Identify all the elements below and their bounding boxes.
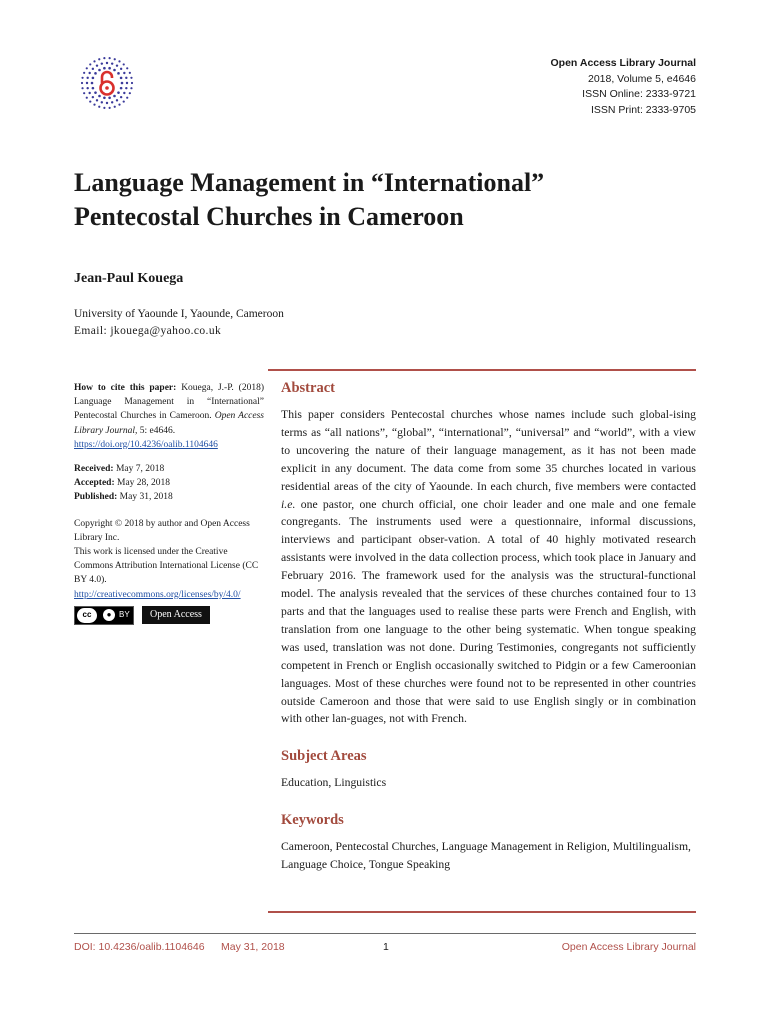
- subject-areas-heading: Subject Areas: [281, 748, 367, 765]
- dates: [74, 462, 264, 505]
- author-name: Jean-Paul Kouega: [74, 271, 184, 286]
- page-number: 1: [383, 941, 389, 953]
- footer-divider: [74, 933, 696, 934]
- abstract-heading: Abstract: [281, 380, 335, 396]
- open-access-lock-icon: [78, 56, 136, 110]
- cite-journal: Open Access Library Journal,: [74, 411, 265, 436]
- title-line-1: Language Management in “International”: [74, 168, 545, 197]
- abstract-text: This paper considers Pentecostal churches whose names include such global-ising terms as “all nations”, “global”, “international”, “universal” and “world”, with a view to uncovering the nature of their language management, as it has not been made explicit in any document. The data come from some 35 churches located in various residential areas of the city of Yaounde. In each church, five members were contacted i.e. one pastor, one church official, one choir leader and one male and one female congregants. The instruments used were a questionnaire, informal discussions, interviews and participant obser-vation. A total of 40 highly motivated research assistants were involved in the data collection process, which took place in January and February 2016. The framework used for the analysis was the structural-functional model. The analysis revealed that the services of these churches contained four to 13 parts and that the languages used to realise these parts were French and English, with translation from one language to the other being systematic. When tongue speaking was used, translation was not done. During Testimonies, congregants not sufficiently competent in French or English occasionally switched to Pidgin or a few Cameroonian languages. Most of these churches were found not to be represented in other countries outside Cameroon and those that were said to use English singly or in combination with other lan-guages, not with French.: [281, 408, 696, 726]
- cite-tail: 5: e4646.: [139, 425, 176, 436]
- subject-areas-text: Education, Linguistics: [281, 776, 387, 790]
- accepted-date: May 28, 2018: [117, 478, 171, 489]
- bottom-divider: [268, 911, 696, 913]
- accepted-label: Accepted:: [74, 478, 115, 489]
- affiliation-block: [74, 306, 284, 340]
- affiliation: University of Yaounde I, Yaounde, Cameroon: [74, 308, 284, 320]
- issn-online: ISSN Online: 2333-9721: [582, 88, 696, 100]
- keywords-heading: Keywords: [281, 812, 344, 829]
- cite-label: How to cite this paper:: [74, 383, 177, 393]
- title-line-2: Pentecostal Churches in Cameroon: [74, 202, 464, 231]
- by-person-icon: ●: [103, 609, 115, 621]
- received-date: May 7, 2018: [115, 464, 165, 475]
- open-access-badge: Open Access: [142, 606, 210, 624]
- license-link[interactable]: http://creativecommons.org/licenses/by/4.0/: [74, 589, 241, 600]
- volume-line: 2018, Volume 5, e4646: [587, 72, 696, 85]
- top-divider: [268, 369, 696, 371]
- by-label: BY: [119, 610, 130, 620]
- issn-print: ISSN Print: 2333-9705: [590, 103, 696, 116]
- subject-areas-section: [281, 748, 696, 792]
- copyright: Copyright © 2018 by author and Open Access Library Inc.: [74, 518, 250, 543]
- cc-icon: cc: [77, 608, 97, 623]
- citation: [74, 381, 264, 452]
- keywords-text: Cameroon, Pentecostal Churches, Language Management in Religion, Multilingualism, Language Choice, Tongue Speaking: [281, 840, 691, 872]
- journal-name: Open Access Library Journal: [550, 57, 696, 69]
- cc-by-badge[interactable]: [74, 606, 134, 625]
- paper-metadata-sidebar: [74, 381, 264, 625]
- received-label: Received:: [74, 464, 114, 475]
- license-badges: [74, 606, 264, 625]
- license-text: This work is licensed under the Creative Commons Attribution International License (CC BY 4.0).: [74, 547, 259, 586]
- published-date: May 31, 2018: [119, 492, 173, 503]
- cite-text: Kouega, J.-P. (2018) Language Management in “International” Pentecostal Churches in Cameroon.: [74, 383, 265, 422]
- journal-info: [551, 56, 697, 118]
- doi-link[interactable]: https://doi.org/10.4236/oalib.1104646: [74, 439, 218, 450]
- published-label: Published:: [74, 492, 118, 503]
- paper-title: [74, 166, 674, 234]
- footer-journal: Open Access Library Journal: [561, 941, 696, 953]
- author-email: Email: jkouega@yahoo.co.uk: [74, 325, 222, 337]
- footer-doi: DOI: 10.4236/oalib.1104646: [74, 941, 205, 953]
- footer-date: May 31, 2018: [221, 941, 285, 953]
- keywords-section: [281, 812, 696, 874]
- main-column: [281, 380, 696, 874]
